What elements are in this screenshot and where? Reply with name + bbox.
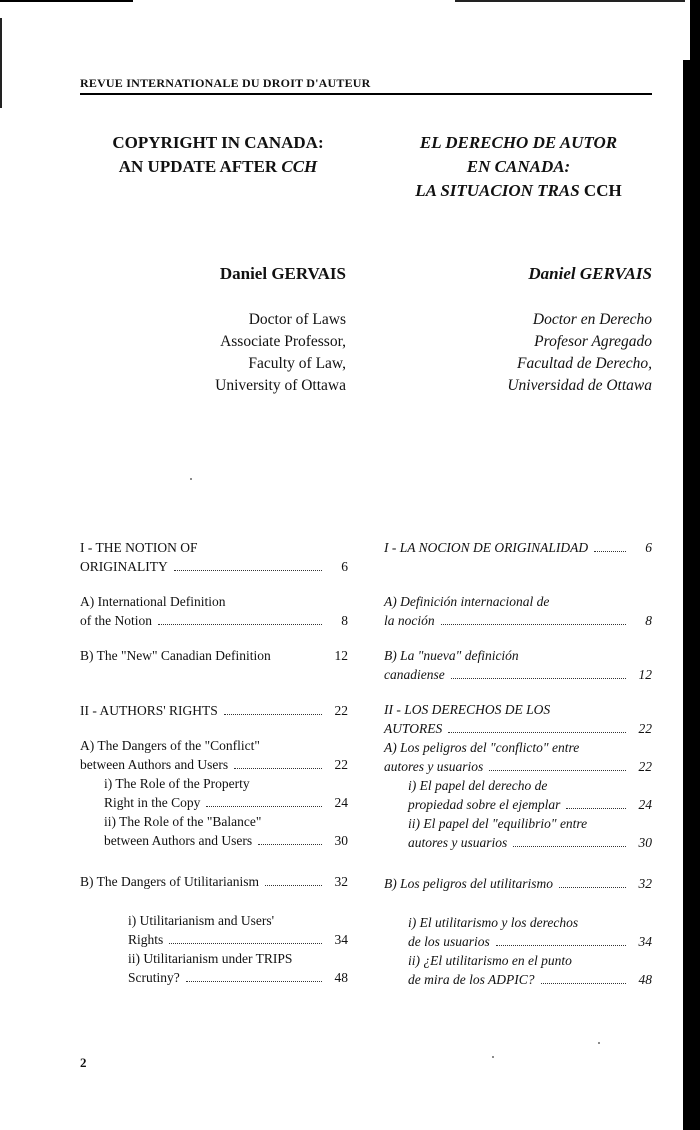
toc-page-number: 32 [638,876,652,891]
toc-page-number: 30 [638,835,652,850]
leader-dots [451,678,626,679]
toc-entry [384,932,652,951]
toc-entry-title: between Authors and Users [104,833,253,848]
toc-entry [80,831,348,850]
toc-entry [384,665,652,684]
toc-entry-title: of the Notion [80,613,152,628]
title-en-line2-italic: CCH [281,157,318,176]
title-en-line2 [90,155,346,179]
toc-page-number: 6 [341,559,348,574]
toc-entry [384,970,652,989]
leader-dots [513,846,626,847]
scan-speck [190,478,192,480]
toc-entry-text: i) The Role of the Property [104,776,250,791]
toc-entry-text: A) Los peligros del "conflicto" entre [384,740,580,755]
author-english: Daniel GERVAIS [219,264,346,283]
toc-page-number: 34 [638,934,652,949]
toc-page-number: 12 [334,648,348,663]
leader-dots [265,885,322,886]
toc-page-number: 6 [645,540,652,555]
leader-dots [566,808,626,809]
toc-entry-title: B) The "New" Canadian Definition [80,648,271,663]
toc-entry-text: i) El papel del derecho de [408,778,548,793]
toc-entry [80,930,348,949]
toc-entry-title: II - AUTHORS' RIGHTS [80,703,218,718]
toc-entry [384,833,652,852]
toc-entry-text: A) Definición internacional de [384,594,550,609]
toc-entry-title: autores y usuarios [384,759,484,774]
toc-entry-text: ii) El papel del "equilibrio" entre [408,816,588,831]
toc-english [80,538,348,987]
affiliation-spanish [420,309,652,397]
title-es-line3-prefix: LA SITUACION TRAS [415,181,584,200]
toc-entry-title: AUTORES [384,721,443,736]
leader-dots [594,551,626,552]
leader-dots [174,570,322,571]
title-es-line2: EN CANADA: [466,157,571,176]
toc-entry-title: la noción [384,613,435,628]
toc-entry-title: I - LA NOCION DE ORIGINALIDAD [384,540,589,555]
toc-entry-title: between Authors and Users [80,757,229,772]
title-english [90,131,346,179]
title-es-line3 [386,179,651,203]
affiliation-es-line: Universidad de Ottawa [507,377,652,394]
affiliation-english [150,309,346,397]
toc-entry-title: de mira de los ADPIC? [408,972,535,987]
toc-entry-title: B) The Dangers of Utilitarianism [80,874,259,889]
leader-dots [224,714,322,715]
affiliation-en-line: Faculty of Law, [248,355,346,372]
affiliation-en-line: University of Ottawa [215,377,346,394]
toc-entry [80,755,348,774]
toc-entry-text: ii) ¿El utilitarismo en el punto [408,953,572,968]
scan-edge-top-right [455,0,685,2]
affiliation-en-line: Doctor of Laws [248,311,346,328]
toc-entry-title: Right in the Copy [104,795,201,810]
toc-entry-text: i) El utilitarismo y los derechos [408,915,579,930]
toc-page-number: 48 [334,970,348,985]
leader-dots [206,806,322,807]
toc-page-number: 48 [638,972,652,987]
affiliation-es-line: Facultad de Derecho, [516,355,652,372]
title-es-line1: EL DERECHO DE AUTOR [419,133,618,152]
toc-page-number: 22 [334,757,348,772]
leader-dots [169,943,322,944]
title-en-line1: COPYRIGHT IN CANADA: [112,133,324,152]
toc-entry-text: I - THE NOTION OF [80,540,198,555]
toc-entry-title: Scrutiny? [128,970,180,985]
toc-page-number: 24 [638,797,652,812]
affiliation-es-line: Profesor Agregado [534,333,652,350]
leader-dots [441,624,626,625]
toc-page-number: 8 [645,613,652,628]
toc-page-number: 22 [638,759,652,774]
toc-page-number: 12 [638,667,652,682]
toc-entry-text: ii) Utilitarianism under TRIPS [128,951,293,966]
toc-entry-text: B) La "nueva" definición [384,648,519,663]
toc-entry-text: A) International Definition [80,594,226,609]
header-rule [80,93,652,95]
toc-entry [384,538,652,557]
toc-entry-title: ORIGINALITY [80,559,168,574]
leader-dots [186,981,322,982]
scan-edge-top [0,0,133,2]
toc-entry [80,968,348,987]
title-en-line2-prefix: AN UPDATE AFTER [118,157,282,176]
title-spanish [386,131,651,203]
author-spanish: Daniel GERVAIS [528,264,652,283]
toc-entry-title: de los usuarios [408,934,490,949]
toc-entry [384,719,652,738]
toc-entry-text: A) The Dangers of the "Conflict" [80,738,260,753]
toc-page-number: 22 [638,721,652,736]
leader-dots [234,768,322,769]
toc-page-number: 8 [341,613,348,628]
toc-entry-title: canadiense [384,667,445,682]
toc-entry [80,611,348,630]
toc-entry [384,611,652,630]
toc-spanish [384,538,652,989]
toc-entry [80,793,348,812]
leader-dots [559,887,626,888]
leader-dots [158,624,322,625]
toc-entry [80,872,348,891]
toc-entry [80,557,348,576]
scan-speck [598,1042,600,1044]
leader-dots [258,844,322,845]
toc-entry [384,757,652,776]
scan-edge-right [683,60,700,1130]
leader-dots [541,983,627,984]
toc-entry-title: Rights [128,932,164,947]
page-number: 2 [80,1055,87,1070]
toc-entry-title: propiedad sobre el ejemplar [408,797,561,812]
scan-speck [492,1056,494,1058]
toc-page-number: 34 [334,932,348,947]
toc-page-number: 32 [334,874,348,889]
toc-entry-title: B) Los peligros del utilitarismo [384,876,554,891]
leader-dots [496,945,626,946]
leader-dots [489,770,626,771]
toc-entry [80,646,348,665]
toc-entry [384,874,652,893]
toc-entry [80,701,348,720]
toc-entry-title: autores y usuarios [408,835,508,850]
toc-entry [384,795,652,814]
scan-edge-left [0,18,2,108]
scan-edge-right-top [690,0,700,60]
toc-page-number: 22 [334,703,348,718]
journal-header: REVUE INTERNATIONALE DU DROIT D'AUTEUR [80,76,371,90]
toc-entry-text: i) Utilitarianism and Users' [128,913,275,928]
title-es-line3-upright: CCH [583,181,622,200]
toc-entry-text: ii) The Role of the "Balance" [104,814,262,829]
toc-entry-text: II - LOS DERECHOS DE LOS [384,702,551,717]
toc-page-number: 24 [334,795,348,810]
affiliation-en-line: Associate Professor, [220,333,346,350]
toc-page-number: 30 [334,833,348,848]
leader-dots [448,732,626,733]
affiliation-es-line: Doctor en Derecho [532,311,652,328]
